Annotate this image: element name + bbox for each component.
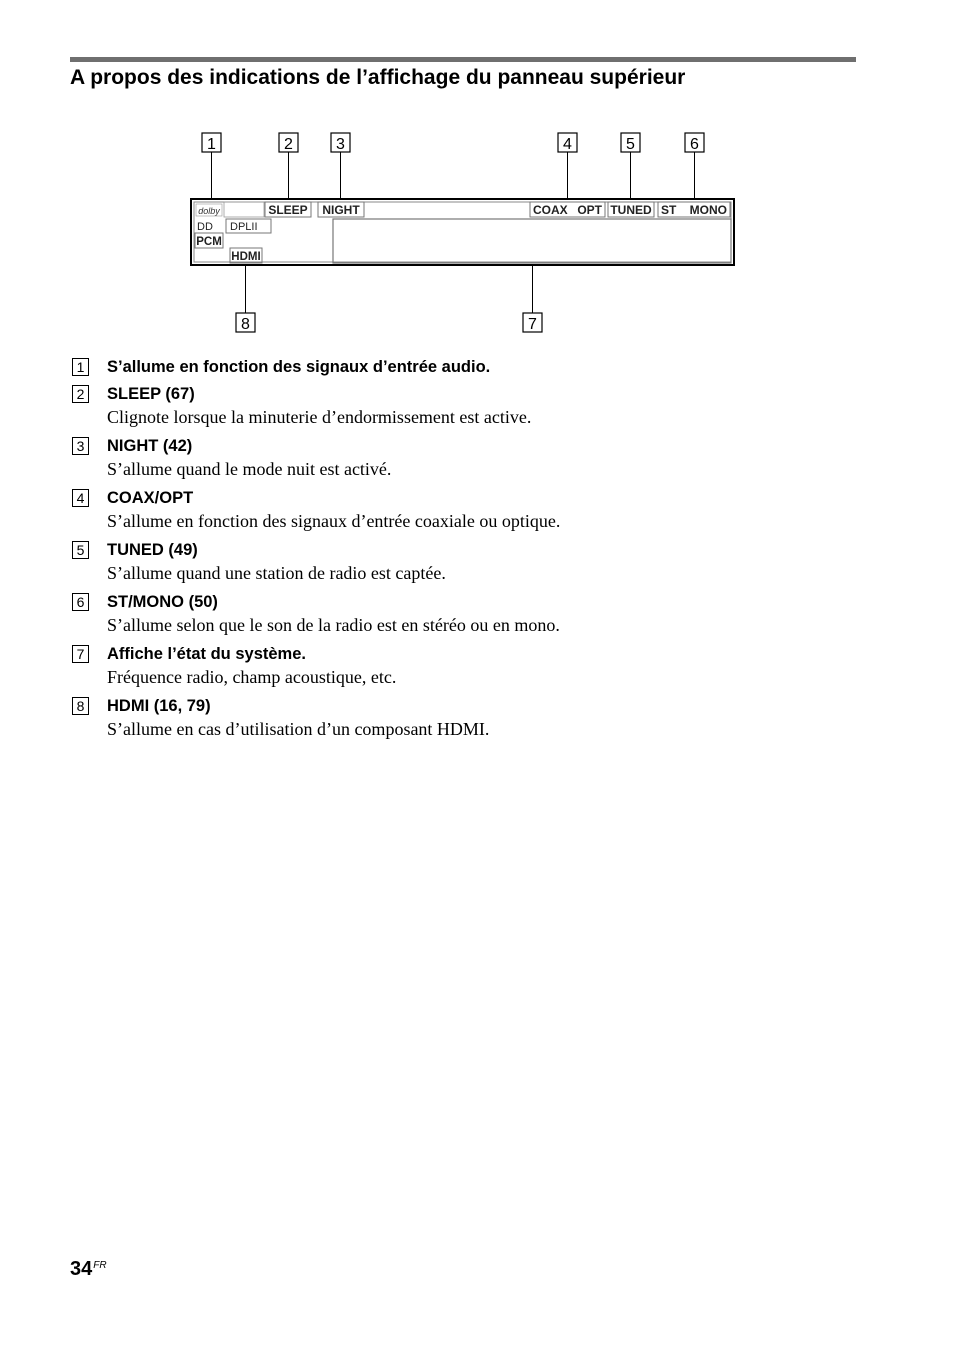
page-number-value: 34 — [70, 1258, 93, 1280]
item-number: 8 — [72, 697, 89, 715]
list-item — [72, 487, 832, 534]
item-description: Fréquence radio, champ acoustique, etc. — [107, 667, 397, 687]
svg-text:SLEEP: SLEEP — [268, 203, 308, 217]
svg-text:OPT: OPT — [577, 203, 602, 217]
item-number: 7 — [72, 645, 89, 663]
night-indicator — [318, 202, 364, 217]
list-item — [72, 539, 832, 586]
callout-8 — [236, 313, 255, 333]
svg-text:4: 4 — [563, 136, 572, 153]
item-title: HDMI (16, 79) — [107, 697, 211, 715]
item-title: S’allume en fonction des signaux d’entrée audio. — [107, 358, 491, 376]
sleep-indicator — [265, 202, 311, 217]
section-heading: A propos des indications de l’affichage du panneau supérieur — [70, 66, 686, 89]
indicator-descriptions — [72, 356, 832, 747]
list-item — [72, 383, 832, 430]
page-number — [70, 1258, 107, 1281]
list-item — [72, 356, 832, 378]
callout-2 — [279, 133, 298, 153]
list-item — [72, 643, 832, 690]
svg-text:8: 8 — [241, 316, 250, 333]
item-title: ST/MONO (50) — [107, 593, 218, 611]
callout-3 — [331, 133, 350, 153]
pcm-indicator — [195, 233, 223, 248]
svg-text:TUNED: TUNED — [610, 203, 652, 217]
item-number: 1 — [72, 358, 89, 376]
item-number: 2 — [72, 385, 89, 403]
svg-text:MONO: MONO — [689, 203, 727, 217]
item-description: S’allume en fonction des signaux d’entrée coaxiale ou optique. — [107, 511, 561, 531]
st-mono-indicator — [658, 202, 730, 217]
item-description: Clignote lorsque la minuterie d’endormissement est active. — [107, 407, 532, 427]
item-title: TUNED (49) — [107, 541, 198, 559]
item-title: COAX/OPT — [107, 489, 194, 507]
hdmi-indicator — [230, 248, 262, 263]
dolby-digital-indicator — [197, 221, 213, 233]
svg-text:7: 7 — [528, 316, 537, 333]
callout-1 — [202, 133, 221, 153]
svg-text:6: 6 — [690, 136, 699, 153]
svg-text:NIGHT: NIGHT — [322, 203, 360, 217]
callout-5 — [621, 133, 640, 153]
front-display — [191, 199, 734, 265]
item-description: S’allume quand le mode nuit est activé. — [107, 459, 392, 479]
coax-opt-indicator — [530, 202, 605, 217]
item-title: SLEEP (67) — [107, 385, 195, 403]
callout-6 — [685, 133, 704, 153]
svg-text:3: 3 — [336, 136, 345, 153]
svg-text:HDMI: HDMI — [231, 251, 261, 263]
item-description: S’allume selon que le son de la radio est en stéréo ou en mono. — [107, 615, 560, 635]
page-language-code: FR — [93, 1260, 107, 1271]
item-number: 5 — [72, 541, 89, 559]
svg-text:dolby: dolby — [198, 206, 220, 216]
dolby-logo-indicator — [196, 204, 222, 216]
list-item — [72, 695, 832, 742]
callout-7 — [523, 313, 542, 333]
svg-text:5: 5 — [626, 136, 635, 153]
svg-text:DD: DD — [197, 221, 213, 233]
svg-text:PCM: PCM — [196, 236, 222, 248]
item-number: 3 — [72, 437, 89, 455]
list-item — [72, 591, 832, 638]
svg-text:1: 1 — [207, 136, 216, 153]
svg-text:COAX: COAX — [533, 203, 568, 217]
item-description: S’allume quand une station de radio est captée. — [107, 563, 446, 583]
item-number: 6 — [72, 593, 89, 611]
item-title: NIGHT (42) — [107, 437, 193, 455]
item-description: S’allume en cas d’utilisation d’un composant HDMI. — [107, 719, 490, 739]
item-number: 4 — [72, 489, 89, 507]
list-item — [72, 435, 832, 482]
svg-text:ST: ST — [661, 203, 677, 217]
svg-text:2: 2 — [284, 136, 293, 153]
svg-text:DPLII: DPLII — [230, 221, 258, 233]
item-title: Affiche l’état du système. — [107, 645, 306, 663]
callout-4 — [558, 133, 577, 153]
tuned-indicator — [608, 202, 654, 217]
display-panel-diagram — [0, 0, 954, 345]
